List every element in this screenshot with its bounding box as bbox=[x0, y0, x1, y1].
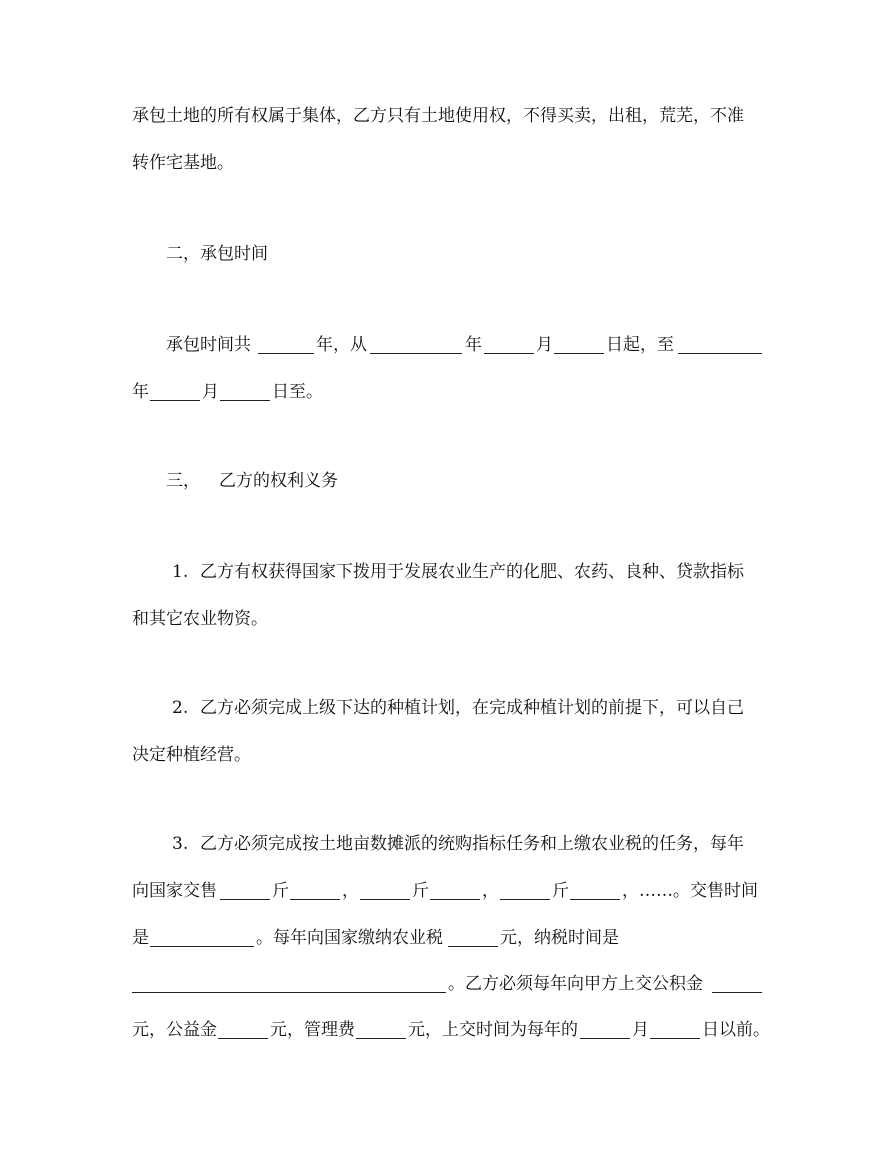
item-1-text-2: 和其它农业物资。 bbox=[132, 609, 268, 629]
before-day-label: 日以前。 bbox=[702, 1020, 770, 1040]
payment-month-label: 月 bbox=[632, 1020, 649, 1040]
blank-start-day bbox=[554, 353, 604, 354]
end-year-label: 年 bbox=[132, 382, 149, 402]
blank-end-year bbox=[678, 353, 762, 354]
item-1-line-1 bbox=[0, 558, 893, 586]
blank-welfare-fund bbox=[218, 1038, 268, 1039]
blank-crop-2 bbox=[430, 899, 480, 900]
section-3-number: 三， bbox=[166, 471, 200, 491]
welfare-fund-label: 元，公益金 bbox=[132, 1020, 217, 1040]
payment-time-label: 元，上交时间为每年的 bbox=[408, 1020, 578, 1040]
blank-management-fee bbox=[356, 1038, 406, 1039]
blank-years bbox=[258, 353, 314, 354]
item-2-line-2 bbox=[0, 741, 893, 769]
delivery-time-label: ，……。交售时间 bbox=[622, 881, 758, 901]
section-2-heading: 二，承包时间 bbox=[166, 244, 268, 264]
jin-label-1: 斤 bbox=[272, 881, 289, 901]
item-3-number: 3. bbox=[172, 834, 189, 854]
sell-to-state-label: 向国家交售 bbox=[132, 881, 217, 901]
section-3-heading-line bbox=[0, 467, 893, 495]
blank-quota-2 bbox=[360, 899, 410, 900]
reserve-fund-label: 。乙方必须每年向甲方上交公积金 bbox=[448, 974, 703, 994]
item-3-line-4 bbox=[0, 970, 893, 998]
blank-start-year bbox=[370, 353, 462, 354]
management-fee-label: 元，管理费 bbox=[270, 1020, 355, 1040]
blank-quota-3 bbox=[500, 899, 550, 900]
blank-start-month bbox=[484, 353, 534, 354]
blank-crop-3 bbox=[570, 899, 620, 900]
day-until-label: 日起，至 bbox=[606, 335, 674, 355]
item-3-line-2 bbox=[0, 877, 893, 905]
item-3-line-3 bbox=[0, 924, 893, 952]
paragraph-1-line-2 bbox=[0, 149, 893, 177]
blank-quota-1 bbox=[220, 899, 270, 900]
paragraph-2-line-1 bbox=[0, 331, 893, 359]
blank-agri-tax bbox=[448, 946, 498, 947]
item-2-line-1 bbox=[0, 694, 893, 722]
blank-delivery-time bbox=[150, 946, 254, 947]
blank-tax-time bbox=[132, 992, 446, 993]
section-3-title: 乙方的权利义务 bbox=[219, 471, 338, 491]
comma-1: ， bbox=[342, 881, 359, 901]
agri-tax-label: 。每年向国家缴纳农业税 bbox=[256, 928, 443, 948]
blank-payment-day bbox=[650, 1038, 700, 1039]
blank-payment-month bbox=[580, 1038, 630, 1039]
paragraph-2-line-2 bbox=[0, 378, 893, 406]
year-label: 年 bbox=[465, 335, 482, 355]
item-2-number: 2. bbox=[172, 698, 189, 718]
paragraph-1-text-1: 承包土地的所有权属于集体，乙方只有土地使用权，不得买卖，出租，荒芜，不准 bbox=[132, 106, 744, 126]
contract-duration-label: 承包时间共 bbox=[166, 335, 251, 355]
blank-reserve-fund bbox=[712, 992, 762, 993]
section-2-heading-line bbox=[0, 240, 893, 268]
item-2-text-2: 决定种植经营。 bbox=[132, 745, 251, 765]
end-month-label: 月 bbox=[202, 382, 219, 402]
item-3-line-5 bbox=[0, 1016, 893, 1044]
item-1-text-1: 乙方有权获得国家下拨用于发展农业生产的化肥、农药、良种、贷款指标 bbox=[200, 562, 744, 582]
item-3-text-1: 乙方必须完成按土地亩数摊派的统购指标任务和上缴农业税的任务，每年 bbox=[200, 834, 744, 854]
blank-crop-1 bbox=[290, 899, 340, 900]
item-1-line-2 bbox=[0, 605, 893, 633]
blank-end-day bbox=[220, 400, 270, 401]
is-label: 是 bbox=[132, 928, 149, 948]
blank-end-month bbox=[150, 400, 200, 401]
item-2-text-1: 乙方必须完成上级下达的种植计划，在完成种植计划的前提下，可以自己 bbox=[200, 698, 744, 718]
paragraph-1-text-2: 转作宅基地。 bbox=[132, 153, 234, 173]
item-1-number: 1. bbox=[172, 562, 189, 582]
month-label: 月 bbox=[536, 335, 553, 355]
item-3-line-1 bbox=[0, 830, 893, 858]
from-label: 年，从 bbox=[316, 335, 367, 355]
comma-2: ， bbox=[482, 881, 499, 901]
end-day-label: 日至。 bbox=[272, 382, 323, 402]
jin-label-2: 斤 bbox=[412, 881, 429, 901]
jin-label-3: 斤 bbox=[552, 881, 569, 901]
paragraph-1-line-1 bbox=[0, 102, 893, 130]
tax-time-label: 元，纳税时间是 bbox=[500, 928, 619, 948]
